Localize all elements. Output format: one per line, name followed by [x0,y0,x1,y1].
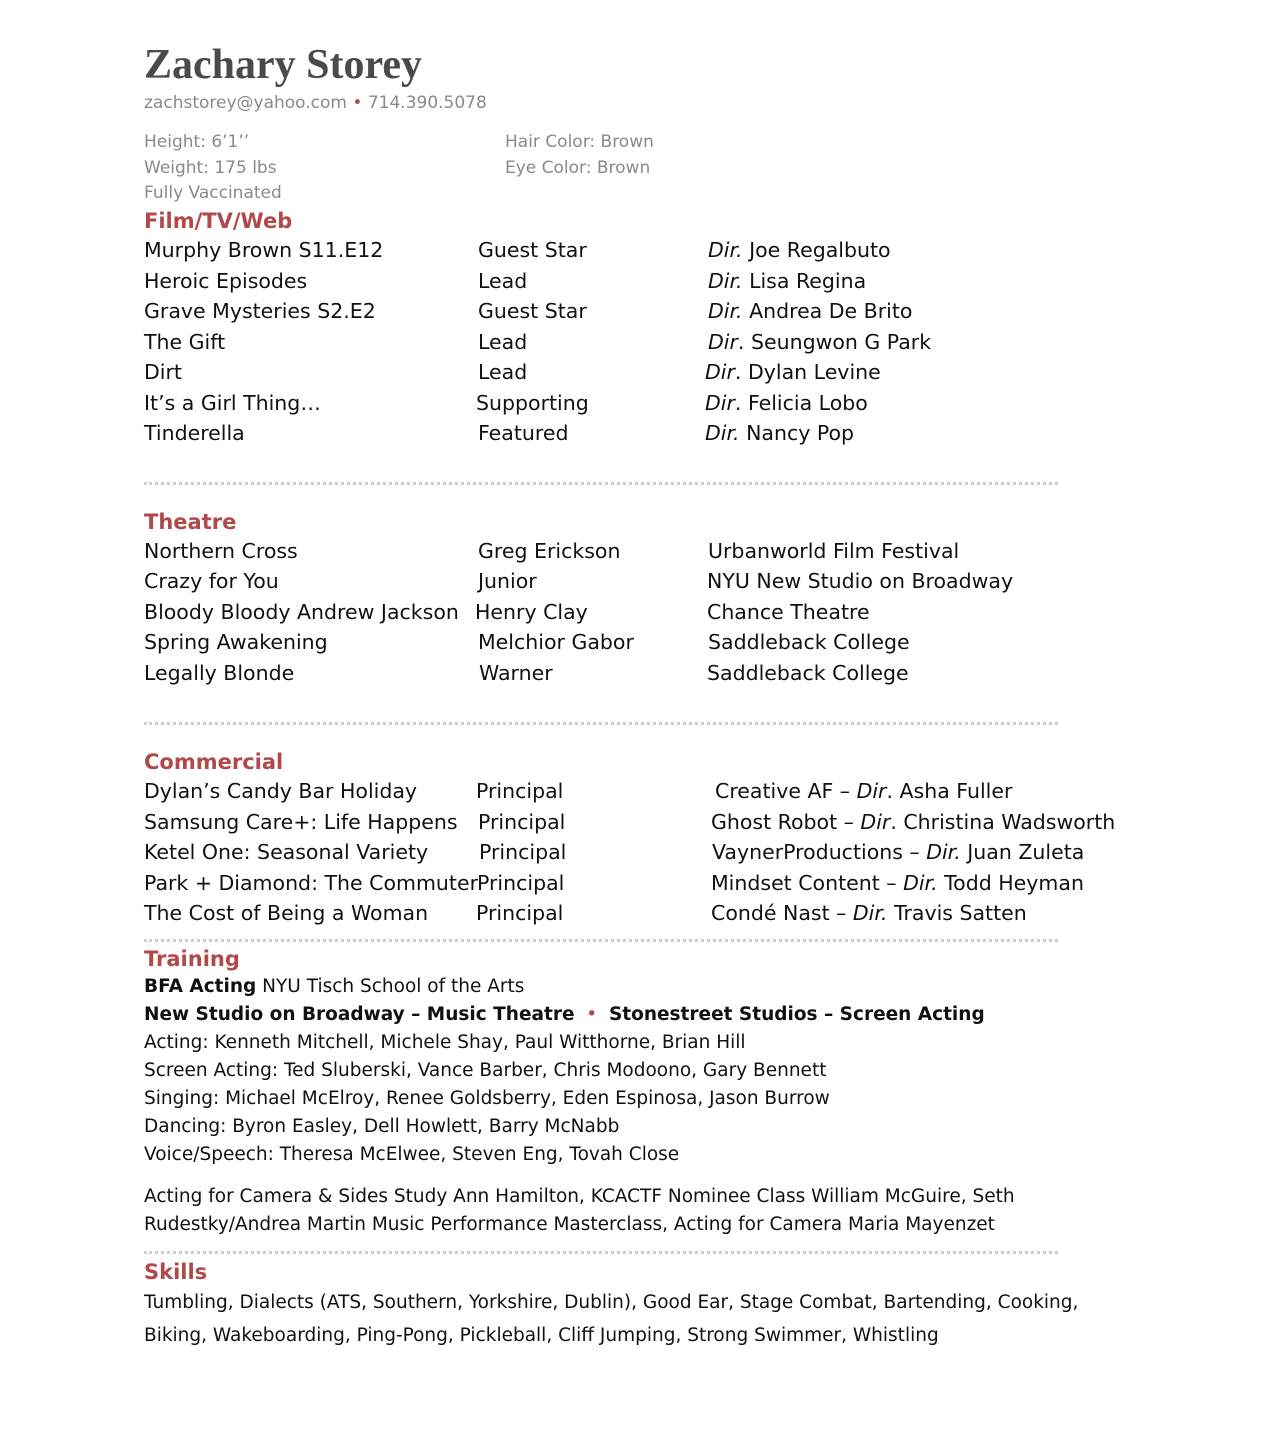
weight: Weight: 175 lbs [144,157,277,178]
credit-row [144,658,1144,689]
role: Lead [478,329,528,354]
director: Travis Satten [887,901,1027,925]
contact-line [144,92,1144,114]
company: VaynerProductions – [712,840,927,864]
dir-prefix: Dir [705,360,735,384]
actor-name: Zachary Storey [144,42,423,88]
director: Todd Heyman [937,870,1084,895]
dir-prefix: Dir [705,390,735,415]
company-director [712,837,1084,868]
company-director [715,776,1012,807]
director-cell [708,327,931,358]
credit-row [144,566,1144,597]
role: Junior [478,569,537,593]
credit-row [144,266,1144,297]
role: Melchior Gabor [478,630,634,654]
credit-row [144,868,1144,899]
commercial-credits [144,776,1144,929]
studio-two: Stonestreet Studios – Screen Acting [608,1003,985,1025]
credit-row [144,357,1144,388]
dir-prefix: Dir. [926,840,961,864]
spot: The Cost of Being a Woman [144,901,429,925]
director-cell [705,418,854,449]
credit-row [144,898,1144,929]
dir-prefix: Dir [856,779,887,803]
section-divider [144,939,1058,942]
eye-color: Eye Color: Brown [505,157,651,178]
dir-prefix: Dir. [708,238,743,262]
credit-row [144,536,1144,567]
phone[interactable]: 714.390.5078 [367,93,487,113]
show: Northern Cross [144,538,298,563]
spot: Park + Diamond: The Commuter [144,870,479,895]
project: Grave Mysteries S2.E2 [144,299,376,323]
spot: Ketel One: Seasonal Variety [144,840,429,864]
show: Crazy for You [144,569,279,593]
training-section [144,945,1144,1239]
director-cell [705,388,868,419]
theatre-credits [144,536,1144,689]
stats-right [505,130,654,181]
spot: Dylan’s Candy Bar Holiday [144,779,418,803]
dir-prefix: Dir. [903,870,938,895]
credit-row [144,597,1144,628]
credit-row [144,388,1144,419]
project: Tinderella [144,421,245,445]
section-divider [144,722,1058,725]
director: . Felicia Lobo [734,390,868,415]
dir-prefix: Dir. [708,268,743,293]
section-title-theatre: Theatre [144,509,237,534]
stats-left [144,130,282,207]
credit-row [144,837,1144,868]
project: The Gift [144,329,226,354]
spot: Samsung Care+: Life Happens [144,809,458,834]
height: Height: 6’1’’ [144,132,250,152]
company-director [711,898,1027,929]
project: It’s a Girl Thing… [144,390,321,415]
section-divider [144,1251,1058,1254]
credit-row [144,807,1144,838]
show: Bloody Bloody Andrew Jackson [144,599,459,624]
screen-teachers: Screen Acting: Ted Sluberski, Vance Barber, Chris Modoono, Gary Bennett [144,1059,827,1081]
contact-separator: • [352,93,363,113]
credit-row [144,296,1144,327]
project: Dirt [144,360,182,384]
director: . Seungwon G Park [737,329,932,354]
credit-row [144,776,1144,807]
dir-prefix: Dir. [705,421,740,445]
company-director [711,868,1084,899]
role: Principal [476,779,564,803]
studio-one: New Studio on Broadway – Music Theatre [144,1003,575,1025]
show: Legally Blonde [144,660,295,685]
director-cell [708,266,866,297]
degree: BFA Acting [144,975,257,997]
company-director [711,807,1115,838]
hair-color: Hair Color: Brown [505,132,654,152]
director: Lisa Regina [742,268,867,293]
singing-teachers: Singing: Michael McElroy, Renee Goldsberry, Eden Espinosa, Jason Burrow [144,1087,830,1109]
section-title-skills: Skills [144,1259,208,1284]
dir-prefix: Dir [708,329,738,354]
director-cell [708,296,912,327]
role: Greg Erickson [478,538,621,563]
section-title-commercial: Commercial [144,750,284,774]
skills-list: Tumbling, Dialects (ATS, Southern, Yorkshire, Dublin), Good Ear, Stage Combat, Bartending, Cooking, Biking, Wakeboarding, Ping-Pong, Pickleball, Cliff Jumping, Strong Swimmer, Whistling [144,1291,1079,1346]
film-section [144,207,1144,449]
director: . Christina Wadsworth [890,809,1116,834]
director-cell [708,235,891,266]
role: Guest Star [478,299,587,323]
theatre-section [144,508,1144,689]
project: Murphy Brown S11.E12 [144,238,384,262]
email[interactable]: zachstorey@yahoo.com [144,93,347,113]
role: Henry Clay [475,599,588,624]
dir-prefix: Dir. [708,299,743,323]
venue: Saddleback College [707,660,909,685]
role: Principal [478,809,566,834]
vaccination: Fully Vaccinated [144,183,282,203]
role: Featured [478,421,569,445]
director: Juan Zuleta [960,840,1085,864]
role: Principal [476,901,564,925]
company: Mindset Content – [711,870,904,895]
studio-separator: • [586,1003,598,1025]
role: Lead [478,268,528,293]
venue: Saddleback College [708,630,910,654]
studios-line [144,1001,1144,1029]
dancing-teachers: Dancing: Byron Easley, Dell Howlett, Barry McNabb [144,1115,620,1137]
physical-stats [144,130,1144,206]
degree-school: NYU Tisch School of the Arts [256,975,525,997]
role: Guest Star [478,238,587,262]
role: Principal [477,870,565,895]
section-divider [144,482,1058,485]
film-credits [144,235,1144,449]
credit-row [144,418,1144,449]
credit-row [144,235,1144,266]
director: Andrea De Brito [742,299,913,323]
company: Ghost Robot – [711,809,861,834]
resume [144,38,1144,1352]
role: Principal [479,840,567,864]
skills-section [144,1258,1144,1352]
company: Condé Nast – [711,901,853,925]
dir-prefix: Dir. [852,901,888,925]
dir-prefix: Dir [860,809,891,834]
director: Nancy Pop [739,421,855,445]
venue: Urbanworld Film Festival [708,538,960,563]
director-cell [705,357,881,388]
section-title-training: Training [144,946,240,971]
credit-row [144,327,1144,358]
company: Creative AF – [715,779,857,803]
acting-teachers: Acting: Kenneth Mitchell, Michele Shay, Paul Witthorne, Brian Hill [144,1031,746,1053]
section-title-film: Film/TV/Web [144,209,293,233]
director: Joe Regalbuto [742,238,891,262]
role: Lead [478,360,528,384]
additional-training: Acting for Camera & Sides Study Ann Hamilton, KCACTF Nominee Class William McGuire, Seth Rudestky/Andrea Martin Music Performance Masterclass, Acting for Camera Maria Mayenzet [144,1185,1015,1235]
voice-teachers: Voice/Speech: Theresa McElwee, Steven Eng, Tovah Close [144,1143,680,1165]
credit-row [144,627,1144,658]
show: Spring Awakening [144,630,328,654]
role: Supporting [476,390,589,415]
director: . Dylan Levine [734,360,881,384]
project: Heroic Episodes [144,268,308,293]
director: . Asha Fuller [886,779,1013,803]
venue: NYU New Studio on Broadway [707,569,1014,593]
venue: Chance Theatre [707,599,870,624]
role: Warner [479,660,553,685]
degree-line [144,973,1144,1001]
commercial-section [144,748,1144,929]
